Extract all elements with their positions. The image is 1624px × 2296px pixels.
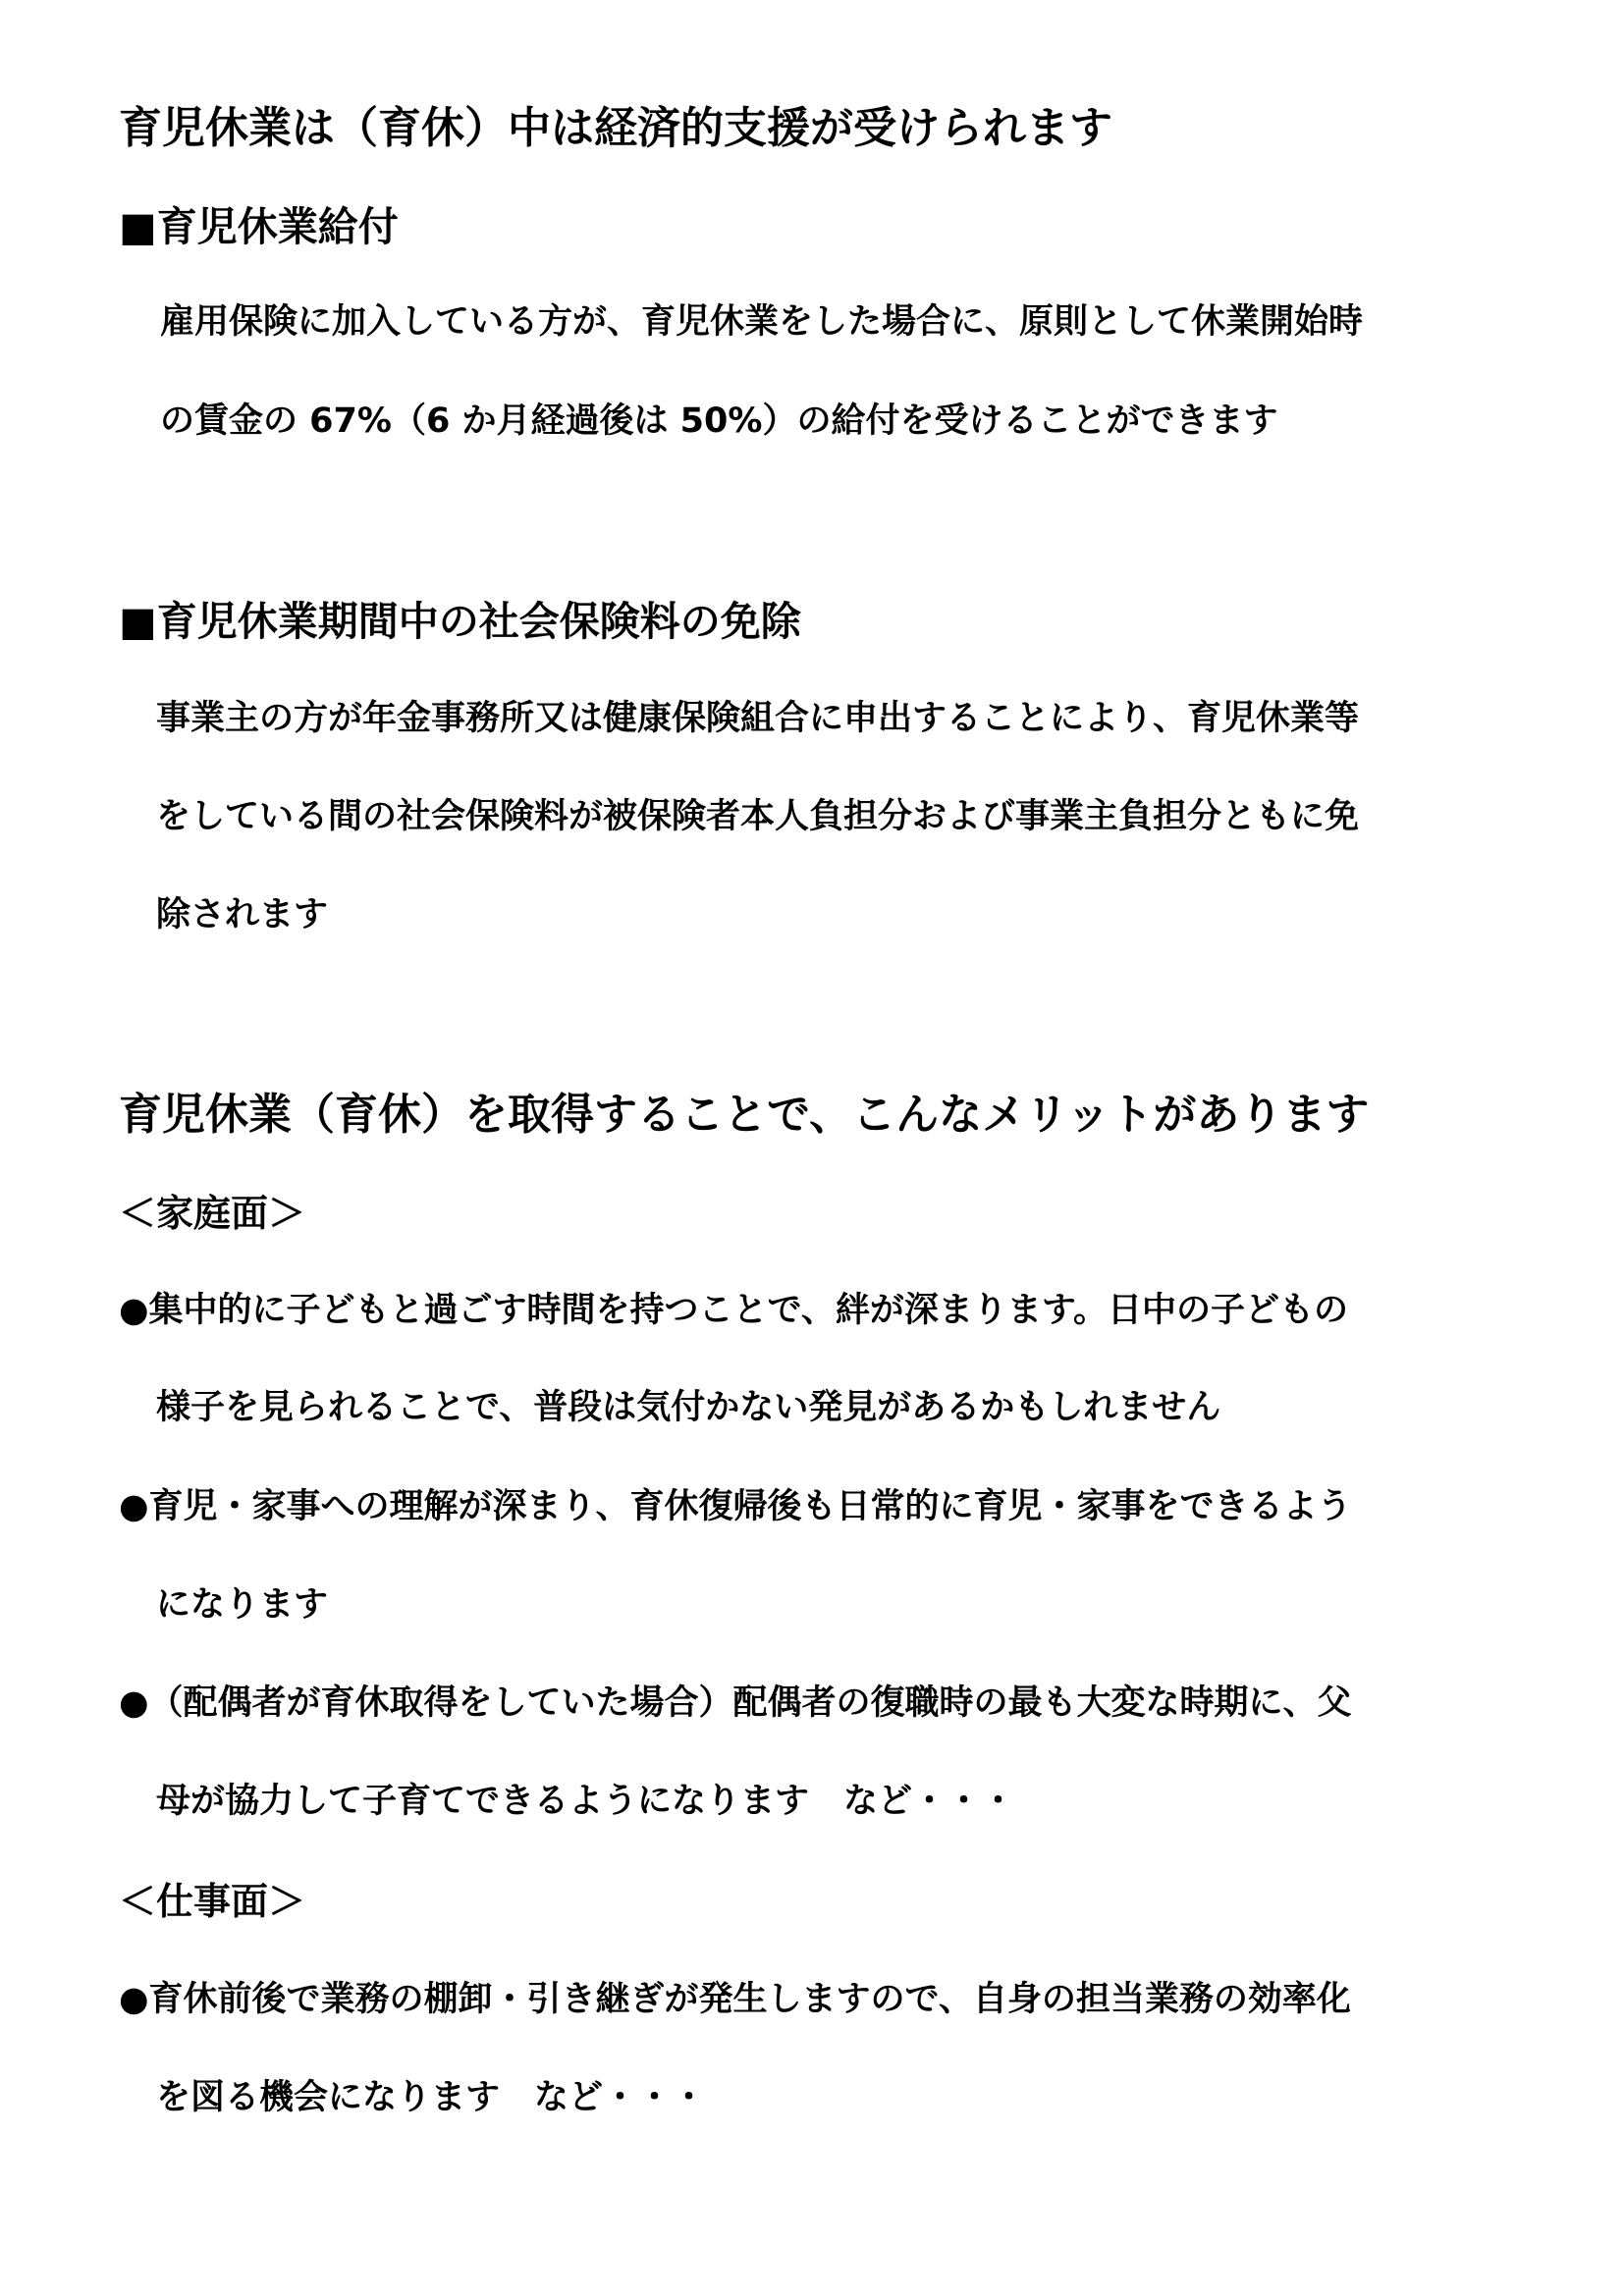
list-item-line: ●集中的に子どもと過ごす時間を持つことで、絆が深まります。日中の子どもの	[119, 1291, 1349, 1330]
paragraph-line: 事業主の方が年金事務所又は健康保険組合に申出することにより、育児休業等	[156, 699, 1360, 738]
subsection-heading: ■育児休業期間中の社会保険料の免除	[119, 598, 801, 645]
list-item-line: 様子を見られることで、普段は気付かない発見があるかもしれません	[156, 1388, 1221, 1427]
section-title: 育児休業は（育休）中は経済的支援が受けられます	[119, 103, 1112, 153]
list-item-line: ●育休前後で業務の棚卸・引き継ぎが発生しますので、自身の担当業務の効率化	[119, 1980, 1351, 2019]
list-item-line: ●（配偶者が育休取得をしていた場合）配偶者の復職時の最も大変な時期に、父	[119, 1683, 1352, 1723]
section-title: 育児休業（育休）を取得することで、こんなメリットがあります	[119, 1090, 1370, 1140]
paragraph-line: 雇用保険に加入している方が、育児休業をした場合に、原則として休業開始時	[160, 302, 1364, 342]
category-heading: ＜仕事面＞	[119, 1880, 306, 1923]
paragraph-line: の賃金の 67%（6 か月経過後は 50%）の給付を受けることができます	[160, 401, 1278, 441]
list-item-line: 母が協力して子育てできるようになります など・・・	[156, 1782, 1016, 1821]
list-item-line: になります	[156, 1585, 329, 1625]
category-heading: ＜家庭面＞	[119, 1192, 306, 1235]
subsection-heading: ■育児休業給付	[119, 203, 399, 250]
list-item-line: ●育児・家事への理解が深まり、育休復帰後も日常的に育児・家事をできるよう	[119, 1487, 1352, 1526]
paragraph-line: をしている間の社会保険料が被保険者本人負担分および事業主負担分ともに免	[156, 797, 1360, 836]
paragraph-line: 除されます	[156, 895, 329, 934]
list-item-line: を図る機会になります など・・・	[156, 2078, 707, 2117]
